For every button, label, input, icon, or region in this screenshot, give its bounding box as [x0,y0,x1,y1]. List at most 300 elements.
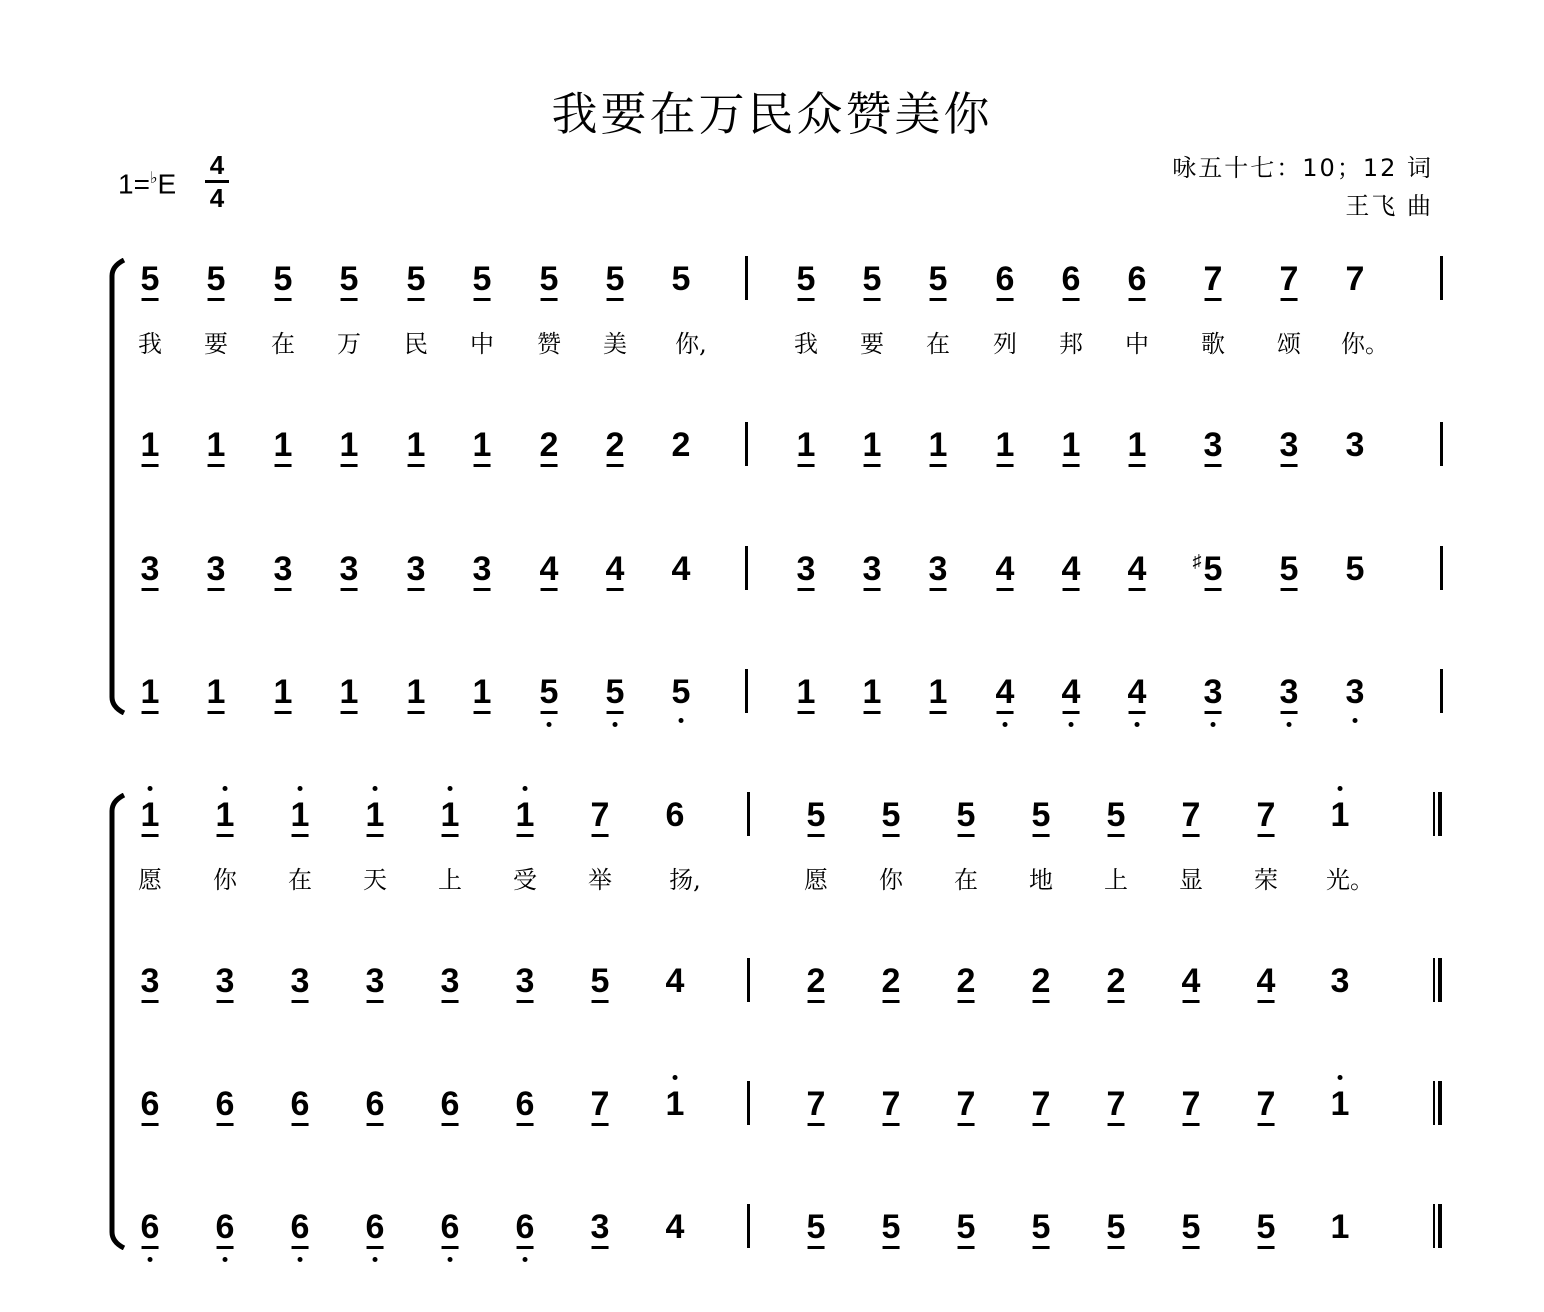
eighth-underline [808,834,825,837]
note [882,964,901,998]
barline [747,792,750,836]
lyric-syllable: 你, [675,330,707,358]
note [1062,262,1081,296]
eighth-underline [367,1000,384,1003]
note-digit: 1 [290,796,310,834]
note-digit: 2 [539,426,559,464]
note [1280,428,1299,462]
note [207,262,226,296]
eighth-underline [1108,1246,1125,1249]
barline [747,1204,750,1248]
note-digit: 7 [956,1085,976,1123]
note-digit: 1 [140,796,160,834]
key-prefix: 1= [118,168,150,200]
note [407,552,426,586]
lyric-syllable: 要 [860,330,884,358]
note [540,262,559,296]
note-digit: 2 [1031,962,1051,1000]
eighth-underline [1205,588,1222,591]
lyric-syllable: 光。 [1326,866,1374,894]
note-digit: 6 [215,1085,235,1123]
octave-dot-below [547,722,552,727]
note-digit: 1 [862,426,882,464]
note [1182,964,1201,998]
note [207,552,226,586]
note-digit: 3 [1279,426,1299,464]
lyric-syllable: 邦 [1059,330,1083,358]
note-digit: 1 [796,673,816,711]
note [863,675,882,709]
eighth-underline [408,298,425,301]
note-digit: 3 [440,962,460,1000]
note-digit: 7 [1181,796,1201,834]
note-digit: 2 [671,426,691,464]
note [1331,964,1350,998]
barline [747,1081,750,1125]
eighth-underline [142,588,159,591]
note-digit: 7 [881,1085,901,1123]
lyric-syllable: 在 [954,866,978,894]
note-digit: 4 [1181,962,1201,1000]
note [407,428,426,462]
lyric-syllable: 要 [204,330,228,358]
octave-dot-below [1003,722,1008,727]
octave-dot-above [1338,786,1343,791]
note [291,1210,310,1244]
note [996,262,1015,296]
final-barline [1433,1204,1442,1248]
note-digit: 3 [1203,426,1223,464]
final-barline [1433,958,1442,1002]
note [591,964,610,998]
lyric-syllable: 中 [1125,330,1149,358]
eighth-underline [341,588,358,591]
note [797,262,816,296]
eighth-underline [864,464,881,467]
note-digit: 5 [590,962,610,1000]
note [591,1087,610,1121]
note-digit: 1 [796,426,816,464]
note [340,262,359,296]
eighth-underline [958,834,975,837]
note-digit: 5 [140,260,160,298]
eighth-underline [1063,711,1080,714]
eighth-underline [341,298,358,301]
octave-dot-below [1211,722,1216,727]
note [207,428,226,462]
note [540,675,559,709]
eighth-underline [142,298,159,301]
note-digit: 7 [590,796,610,834]
note [540,428,559,462]
lyric-syllable: 颂 [1277,330,1301,358]
eighth-underline [1033,1246,1050,1249]
note [929,675,948,709]
note-digit: 1 [665,1085,685,1123]
note [957,798,976,832]
note [1204,428,1223,462]
note [606,675,625,709]
note [606,552,625,586]
note-digit: 1 [339,673,359,711]
note [274,428,293,462]
note-digit: 3 [365,962,385,1000]
note [141,964,160,998]
eighth-underline [930,298,947,301]
octave-dot-below [1287,722,1292,727]
note [1128,552,1147,586]
eighth-underline [367,1246,384,1249]
eighth-underline [607,464,624,467]
note [441,1210,460,1244]
eighth-underline [541,464,558,467]
eighth-underline [275,298,292,301]
eighth-underline [798,711,815,714]
note-digit: 3 [472,550,492,588]
note [366,964,385,998]
note-digit: 3 [140,550,160,588]
eighth-underline [1129,711,1146,714]
eighth-underline [607,711,624,714]
note [216,964,235,998]
note-digit: 6 [1061,260,1081,298]
lyric-syllable: 美 [603,330,627,358]
barline [1440,422,1443,466]
eighth-underline [1183,834,1200,837]
note [141,552,160,586]
eighth-underline [517,834,534,837]
note [1128,428,1147,462]
note-digit: 1 [1061,426,1081,464]
note [1331,1210,1350,1244]
key-note: E [157,168,177,200]
note [797,552,816,586]
note-digit: 1 [365,796,385,834]
note [672,675,691,709]
note-digit: 5 [671,673,691,711]
eighth-underline [958,1000,975,1003]
note [672,552,691,586]
eighth-underline [1281,588,1298,591]
barline [1440,256,1443,300]
note-digit: 1 [862,673,882,711]
note-digit: 4 [665,1208,685,1246]
note [1280,675,1299,709]
note-digit: 3 [215,962,235,1000]
note [1107,798,1126,832]
eighth-underline [442,1123,459,1126]
eighth-underline [442,1000,459,1003]
lyric-syllable: 赞 [537,330,561,358]
note [274,675,293,709]
note [1032,1087,1051,1121]
note-digit: 1 [406,673,426,711]
eighth-underline [592,1000,609,1003]
note-digit: 4 [539,550,559,588]
note-digit: 5 [956,796,976,834]
note-digit: 7 [1256,796,1276,834]
note-digit: 3 [590,1208,610,1246]
eighth-underline [217,1000,234,1003]
eighth-underline [883,1000,900,1003]
note [957,964,976,998]
note-digit: 5 [406,260,426,298]
octave-dot-above [298,786,303,791]
note [516,1210,535,1244]
note [141,675,160,709]
note-digit: 4 [995,673,1015,711]
eighth-underline [442,834,459,837]
note-digit: 2 [956,962,976,1000]
final-barline [1433,1081,1442,1125]
sharp-sign: ♯ [1192,551,1202,571]
eighth-underline [798,464,815,467]
note [666,1087,685,1121]
eighth-underline [930,588,947,591]
note [996,552,1015,586]
eighth-underline [997,588,1014,591]
time-signature-bottom: 4 [205,180,229,213]
note-digit: 7 [1345,260,1365,298]
eighth-underline [208,588,225,591]
note-digit: 5 [806,1208,826,1246]
note-digit: 1 [206,673,226,711]
note-digit: 5 [1106,796,1126,834]
eighth-underline [367,834,384,837]
note [1257,964,1276,998]
eighth-underline [217,1246,234,1249]
eighth-underline [408,711,425,714]
eighth-underline [1258,1000,1275,1003]
note [929,428,948,462]
eighth-underline [958,1246,975,1249]
note-digit: 7 [1203,260,1223,298]
note-digit: 7 [806,1085,826,1123]
note-digit: 5 [1181,1208,1201,1246]
note [1204,675,1223,709]
eighth-underline [517,1000,534,1003]
eighth-underline [292,834,309,837]
octave-dot-below [1069,722,1074,727]
note-digit: 6 [515,1208,535,1246]
note-digit: 2 [881,962,901,1000]
note [807,964,826,998]
octave-dot-below [613,722,618,727]
eighth-underline [142,1123,159,1126]
note [1107,1210,1126,1244]
note [441,1087,460,1121]
note-digit: 6 [515,1085,535,1123]
note [141,428,160,462]
eighth-underline [275,711,292,714]
eighth-underline [217,834,234,837]
note [882,1210,901,1244]
note-digit: 3 [928,550,948,588]
eighth-underline [798,588,815,591]
eighth-underline [292,1000,309,1003]
note-digit: 3 [339,550,359,588]
note [672,428,691,462]
eighth-underline [541,711,558,714]
eighth-underline [1033,1000,1050,1003]
note [340,428,359,462]
system-bracket [104,793,134,1250]
note [929,552,948,586]
time-signature-top: 4 [209,150,225,180]
lyric-syllable: 我 [794,330,818,358]
note [1032,1210,1051,1244]
note [957,1087,976,1121]
note-digit: 5 [339,260,359,298]
note-digit: 6 [215,1208,235,1246]
note-digit: 4 [671,550,691,588]
note-digit: 3 [1345,673,1365,711]
eighth-underline [474,588,491,591]
lyric-syllable: 受 [513,866,537,894]
note-digit: 5 [1106,1208,1126,1246]
note [441,798,460,832]
note-digit: 7 [1181,1085,1201,1123]
note-digit: 6 [290,1085,310,1123]
note-digit: 1 [515,796,535,834]
eighth-underline [1281,711,1298,714]
note-digit: 5 [928,260,948,298]
note-digit: 1 [1330,796,1350,834]
note-digit: 6 [440,1208,460,1246]
note-digit: 1 [273,426,293,464]
lyric-syllable: 中 [470,330,494,358]
note [1182,1087,1201,1121]
eighth-underline [1033,1123,1050,1126]
eighth-underline [142,1000,159,1003]
octave-dot-below [223,1257,228,1262]
note [340,552,359,586]
eighth-underline [1258,1123,1275,1126]
note-digit: 5 [539,260,559,298]
octave-dot-below [373,1257,378,1262]
barline [745,256,748,300]
lyric-syllable: 万 [337,330,361,358]
note-digit: 1 [206,426,226,464]
note-digit: 1 [273,673,293,711]
eighth-underline [1183,1123,1200,1126]
note [1182,1210,1201,1244]
eighth-underline [864,588,881,591]
note-digit: 2 [1106,962,1126,1000]
note [807,798,826,832]
note-digit: 5 [862,260,882,298]
eighth-underline [607,588,624,591]
note-digit: 6 [140,1085,160,1123]
note-digit: 5 [472,260,492,298]
note [863,262,882,296]
eighth-underline [474,711,491,714]
note [141,262,160,296]
note-digit: 3 [290,962,310,1000]
eighth-underline [864,711,881,714]
note-digit: 3 [206,550,226,588]
note [1182,798,1201,832]
octave-dot-below [298,1257,303,1262]
eighth-underline [208,298,225,301]
note-digit: 5 [605,673,625,711]
note [141,1210,160,1244]
eighth-underline [517,1123,534,1126]
note [407,675,426,709]
note [1331,798,1350,832]
note-digit: 3 [1279,673,1299,711]
lyric-syllable: 举 [588,866,612,894]
note [1346,428,1365,462]
system-bracket [104,258,134,715]
note [366,1087,385,1121]
note [291,798,310,832]
eighth-underline [541,298,558,301]
lyric-syllable: 我 [138,330,162,358]
eighth-underline [1258,1246,1275,1249]
lyric-syllable: 显 [1179,866,1203,894]
eighth-underline [474,298,491,301]
note-digit: 1 [215,796,235,834]
eighth-underline [997,298,1014,301]
note-digit: 7 [1256,1085,1276,1123]
eighth-underline [1129,588,1146,591]
note-digit: 1 [140,426,160,464]
note [1257,798,1276,832]
note-digit: 6 [440,1085,460,1123]
eighth-underline [1063,464,1080,467]
note-digit: 6 [665,796,685,834]
note [606,428,625,462]
eighth-underline [1258,834,1275,837]
eighth-underline [1063,588,1080,591]
note-digit: 1 [406,426,426,464]
note [291,964,310,998]
eighth-underline [541,588,558,591]
note-digit: 4 [605,550,625,588]
eighth-underline [1183,1000,1200,1003]
note-digit: 1 [1127,426,1147,464]
note [672,262,691,296]
note [516,1087,535,1121]
note [996,428,1015,462]
note [1128,262,1147,296]
note [473,428,492,462]
eighth-underline [1108,1000,1125,1003]
note [1331,1087,1350,1121]
note-digit: 5 [956,1208,976,1246]
lyric-syllable: 愿 [138,866,162,894]
note [366,798,385,832]
octave-dot-above [448,786,453,791]
note [141,798,160,832]
barline [745,422,748,466]
lyric-syllable: 歌 [1201,330,1225,358]
eighth-underline [930,464,947,467]
note-digit: 4 [995,550,1015,588]
eighth-underline [142,711,159,714]
eighth-underline [1281,298,1298,301]
page-title: 我要在万民众赞美你 [551,87,993,141]
eighth-underline [1205,464,1222,467]
note-digit: 3 [796,550,816,588]
note-digit: 3 [140,962,160,1000]
note-digit: 7 [1106,1085,1126,1123]
octave-dot-below [1135,722,1140,727]
note [1107,964,1126,998]
eighth-underline [367,1123,384,1126]
eighth-underline [997,464,1014,467]
